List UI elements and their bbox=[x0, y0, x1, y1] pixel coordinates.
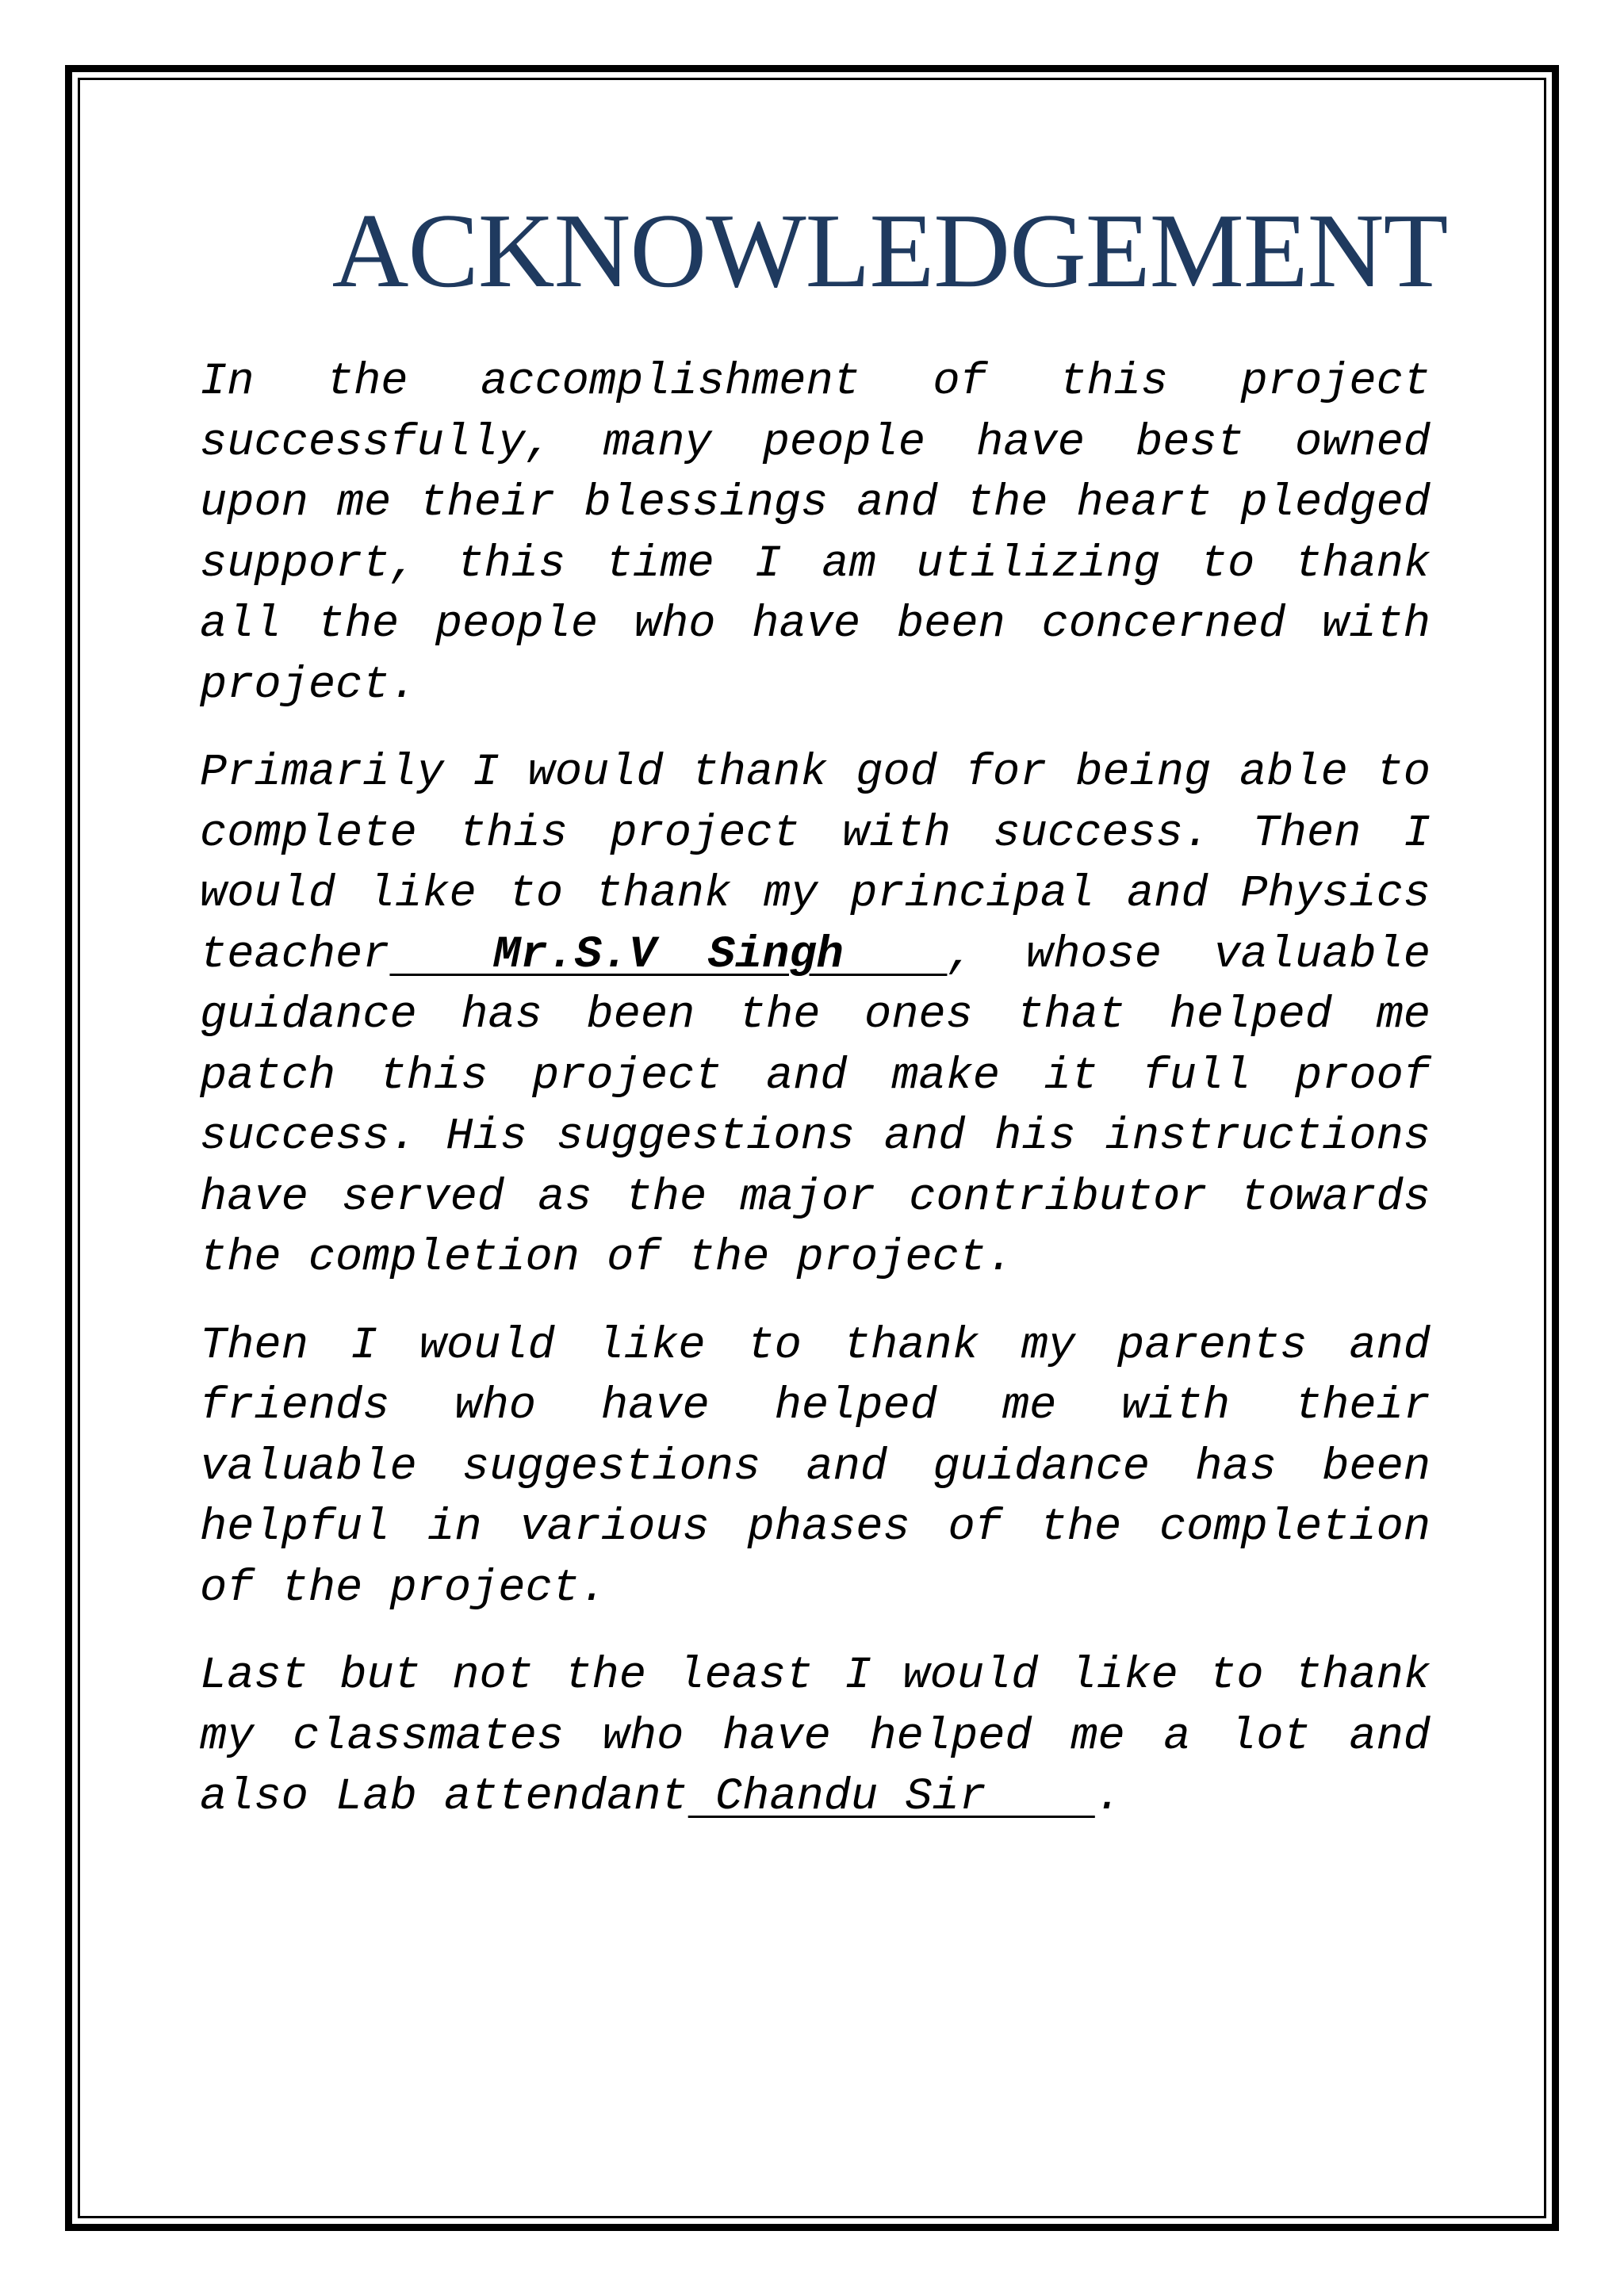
paragraph-teacher-text-after: , whose valuable guidance has been the ones that helped me patch this project and make it full proof success. His suggestions and his instructions have served as the major contributor towards the completion of the project. bbox=[200, 929, 1431, 1284]
lab-attendant-name: Chandu Sir bbox=[688, 1772, 1095, 1823]
paragraph-intro: In the accomplishment of this project successfully, many people have best owned upon me their blessings and the heart pledged support, this time I am utilizing to thank all the people who have been concerned with project. bbox=[200, 357, 1431, 711]
page-title: ACKNOWLEDGEMENT bbox=[331, 192, 1448, 309]
paragraph-teacher-text-before: Primarily I would thank god for being able to complete this project with success. Then I would like to thank my principal and Physics teacher bbox=[200, 748, 1431, 981]
paragraph-classmates bbox=[200, 1646, 1431, 1828]
teacher-name: Mr.S.V Singh bbox=[389, 929, 948, 981]
paragraph-teacher bbox=[200, 743, 1431, 1289]
paragraph-parents: Then I would like to thank my parents and friends who have helped me with their valuable suggestions and guidance has been helpful in various phases of the completion of the project. bbox=[200, 1320, 1431, 1614]
acknowledgement-body bbox=[200, 352, 1431, 1855]
paragraph-classmates-text-after: . bbox=[1094, 1772, 1123, 1823]
paragraph-classmates-text-before: Last but not the least I would like to thank my classmates who have helped me a lot and also Lab attendant bbox=[200, 1651, 1431, 1823]
